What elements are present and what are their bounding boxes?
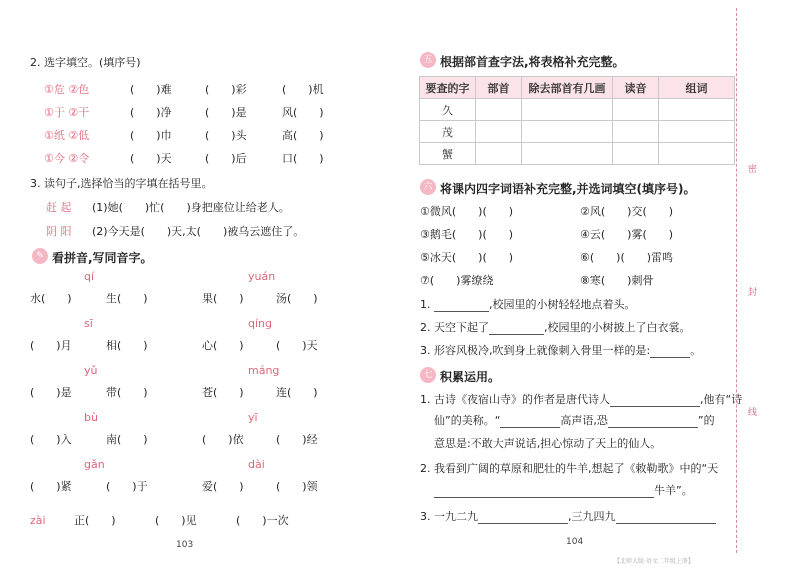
acc1-line2 (434, 414, 715, 428)
pinyin-label: dài (248, 458, 265, 471)
pinyin-blank[interactable]: ( )依 (202, 433, 244, 446)
pinyin-label: yuán (248, 270, 276, 283)
fill-number: 2. (420, 321, 434, 334)
pinyin-blank[interactable]: 生( ) (106, 292, 148, 305)
pinyin-label: qíng (248, 317, 272, 330)
table-char: 蟹 (420, 143, 476, 165)
q2-item[interactable]: ( )难 (130, 83, 172, 96)
section5-heading: 根据部首查字法,将表格补充完整。 (440, 55, 625, 69)
fill-text-a: 天空下起了 (434, 321, 489, 334)
q3-options: 阴 阳 (46, 225, 72, 238)
section5-badge: 五 (420, 52, 436, 68)
q3-title: 3. 读句子,选择恰当的字填在括号里。 (30, 177, 213, 190)
q2-item[interactable]: 风( ) (282, 106, 324, 119)
fill-sentence (420, 298, 636, 312)
table-header: 部首 (476, 77, 522, 99)
idiom-item[interactable]: ⑦( )雾缭绕 (420, 274, 494, 287)
fill-number: 3. (420, 344, 434, 357)
fill-sentence (420, 321, 691, 335)
fill-number: 1. (420, 298, 434, 311)
acc1-blank3[interactable] (608, 416, 698, 428)
pinyin-blank[interactable]: 南( ) (106, 433, 148, 446)
acc3-text-a: 3. 一九二九 (420, 510, 478, 523)
acc1-line3: 意思是:不敢大声说话,担心惊动了天上的仙人。 (434, 437, 662, 450)
fill-text-a: 形容风极冷,吹到身上就像刺入骨里一样的是: (434, 344, 651, 357)
pinyin-blank[interactable]: 苍( ) (202, 386, 244, 399)
pinyin-blank[interactable]: ( )是 (30, 386, 72, 399)
q2-item[interactable]: ( )后 (205, 152, 247, 165)
pinyin-blank[interactable]: ( )紧 (30, 480, 72, 493)
pinyin-label: yī (248, 411, 258, 424)
pinyin-heading: 看拼音,写同音字。 (52, 251, 153, 265)
table-cell[interactable] (476, 99, 522, 121)
acc2-line2 (434, 484, 693, 498)
pinyin-section-icon: ✎ (32, 248, 48, 264)
idiom-item[interactable]: ①微风( )( ) (420, 205, 514, 218)
pinyin-blank[interactable]: 果( ) (202, 292, 244, 305)
binding-line (736, 8, 737, 553)
acc3-blank1[interactable] (478, 512, 568, 524)
acc1-text-b: ,他有“诗 (700, 393, 743, 406)
idiom-item[interactable]: ④云( )雾( ) (580, 228, 674, 241)
table-cell[interactable] (476, 143, 522, 165)
q2-item[interactable]: ( )机 (282, 83, 324, 96)
last-row-c1: 正( ) (74, 514, 116, 527)
pinyin-label: bù (84, 411, 98, 424)
table-char: 久 (420, 99, 476, 121)
fill-blank[interactable] (434, 300, 489, 312)
acc1-blank1[interactable] (610, 395, 700, 407)
acc3-blank2[interactable] (616, 512, 716, 524)
pinyin-label: qí (84, 270, 95, 283)
page-number-left: 103 (176, 540, 194, 550)
table-char: 茂 (420, 121, 476, 143)
section7-badge: 七 (420, 367, 436, 383)
footer-note: 【北师大版·语文二年级上册】 (614, 558, 694, 565)
pinyin-label: máng (248, 364, 280, 377)
table-header: 除去部首有几画 (522, 77, 613, 99)
table-row (420, 143, 735, 165)
fill-text-b: ,校园里的小树披上了白衣裳。 (544, 321, 691, 334)
q2-item[interactable]: ( )巾 (130, 129, 172, 142)
q2-options: ①今 ②令 (44, 152, 90, 165)
acc1-line1 (420, 393, 742, 407)
q2-item[interactable]: ( )头 (205, 129, 247, 142)
q3-sentence: (2)今天是( )天,太( )被乌云遮住了。 (92, 225, 305, 238)
acc1-blank2[interactable] (500, 416, 560, 428)
table-header: 组词 (659, 77, 735, 99)
table-cell[interactable] (522, 143, 613, 165)
pinyin-blank[interactable]: 连( ) (276, 386, 318, 399)
table-cell[interactable] (522, 121, 613, 143)
q2-options: ①于 ②干 (44, 106, 90, 119)
fill-text-b: ,校园里的小树轻轻地点着头。 (489, 298, 636, 311)
table-cell[interactable] (522, 99, 613, 121)
table-header: 要查的字 (420, 77, 476, 99)
pinyin-blank[interactable]: ( )入 (30, 433, 72, 446)
section6-heading: 将课内四字词语补充完整,并选词填空(填序号)。 (440, 182, 696, 196)
pinyin-label: gǎn (84, 458, 105, 471)
table-cell[interactable] (659, 99, 735, 121)
last-row-c3: ( )一次 (236, 514, 289, 527)
idiom-item[interactable]: ③鹅毛( )( ) (420, 228, 514, 241)
last-row-pinyin: zài (30, 514, 46, 527)
idiom-item[interactable]: ⑧寒( )刺骨 (580, 274, 654, 287)
idiom-item[interactable]: ⑤冰天( )( ) (420, 251, 514, 264)
acc2-line1: 2. 我看到广阔的草原和肥壮的牛羊,想起了《敕勒歌》中的“天 (420, 462, 719, 475)
pinyin-blank[interactable]: 心( ) (202, 339, 244, 352)
pinyin-blank[interactable]: ( )经 (276, 433, 318, 446)
table-cell[interactable] (613, 143, 659, 165)
section6-badge: 六 (420, 179, 436, 195)
q2-title: 2. 选字填空。(填序号) (30, 56, 141, 69)
pinyin-blank[interactable]: ( )领 (276, 480, 318, 493)
fill-sentence (420, 344, 701, 358)
table-cell[interactable] (613, 99, 659, 121)
acc1-text-e: ”的 (697, 414, 715, 427)
pinyin-blank[interactable]: 带( ) (106, 386, 148, 399)
table-row (420, 121, 735, 143)
acc1-text-a: 1. 古诗《夜宿山寺》的作者是唐代诗人 (420, 393, 610, 406)
fill-text-b: 。 (690, 344, 702, 357)
section7-heading: 积累运用。 (440, 370, 501, 384)
pinyin-blank[interactable]: ( )于 (106, 480, 148, 493)
fill-blank[interactable] (650, 346, 690, 358)
q3-sentence: (1)她( )忙( )身把座位让给老人。 (92, 201, 290, 214)
q2-item[interactable]: 口( ) (282, 152, 324, 165)
acc3-text-b: ,三九四九 (568, 510, 616, 523)
pinyin-blank[interactable]: ( )天 (276, 339, 318, 352)
idiom-item[interactable]: ⑥( )( )雷鸣 (580, 251, 674, 264)
side-label-2: 封 (748, 288, 758, 298)
side-label-3: 线 (748, 408, 758, 418)
table-cell[interactable] (659, 143, 735, 165)
acc2-blank[interactable] (434, 486, 654, 498)
q2-item[interactable]: ( )是 (205, 106, 247, 119)
acc2-text-b: 牛羊”。 (654, 484, 693, 497)
page-number-right: 104 (566, 537, 584, 547)
q2-item[interactable]: 高( ) (282, 129, 324, 142)
q2-options: ①危 ②色 (44, 83, 90, 96)
acc3-line (420, 510, 716, 524)
table-cell[interactable] (613, 121, 659, 143)
pinyin-blank[interactable]: 相( ) (106, 339, 148, 352)
pinyin-label: sī (84, 317, 93, 330)
q2-item[interactable]: ( )天 (130, 152, 172, 165)
table-cell[interactable] (659, 121, 735, 143)
last-row-c2: ( )见 (155, 514, 197, 527)
q2-item[interactable]: ( )净 (130, 106, 172, 119)
pinyin-blank[interactable]: ( )月 (30, 339, 72, 352)
q2-item[interactable]: ( )彩 (205, 83, 247, 96)
q3-options: 赶 起 (46, 201, 72, 214)
acc1-text-d: 高声语,恐 (560, 414, 608, 427)
idiom-item[interactable]: ②风( )交( ) (580, 205, 674, 218)
pinyin-blank[interactable]: 水( ) (30, 292, 72, 305)
table-cell[interactable] (476, 121, 522, 143)
pinyin-label: yǔ (84, 364, 98, 377)
pinyin-blank[interactable]: 爱( ) (202, 480, 244, 493)
acc1-text-c: 仙”的美称。“ (434, 414, 501, 427)
table-header: 读音 (613, 77, 659, 99)
fill-blank[interactable] (489, 323, 544, 335)
radical-table (419, 76, 735, 165)
q2-options: ①纸 ②低 (44, 129, 90, 142)
side-label-1: 密 (748, 165, 758, 175)
table-row (420, 99, 735, 121)
pinyin-blank[interactable]: 汤( ) (276, 292, 318, 305)
